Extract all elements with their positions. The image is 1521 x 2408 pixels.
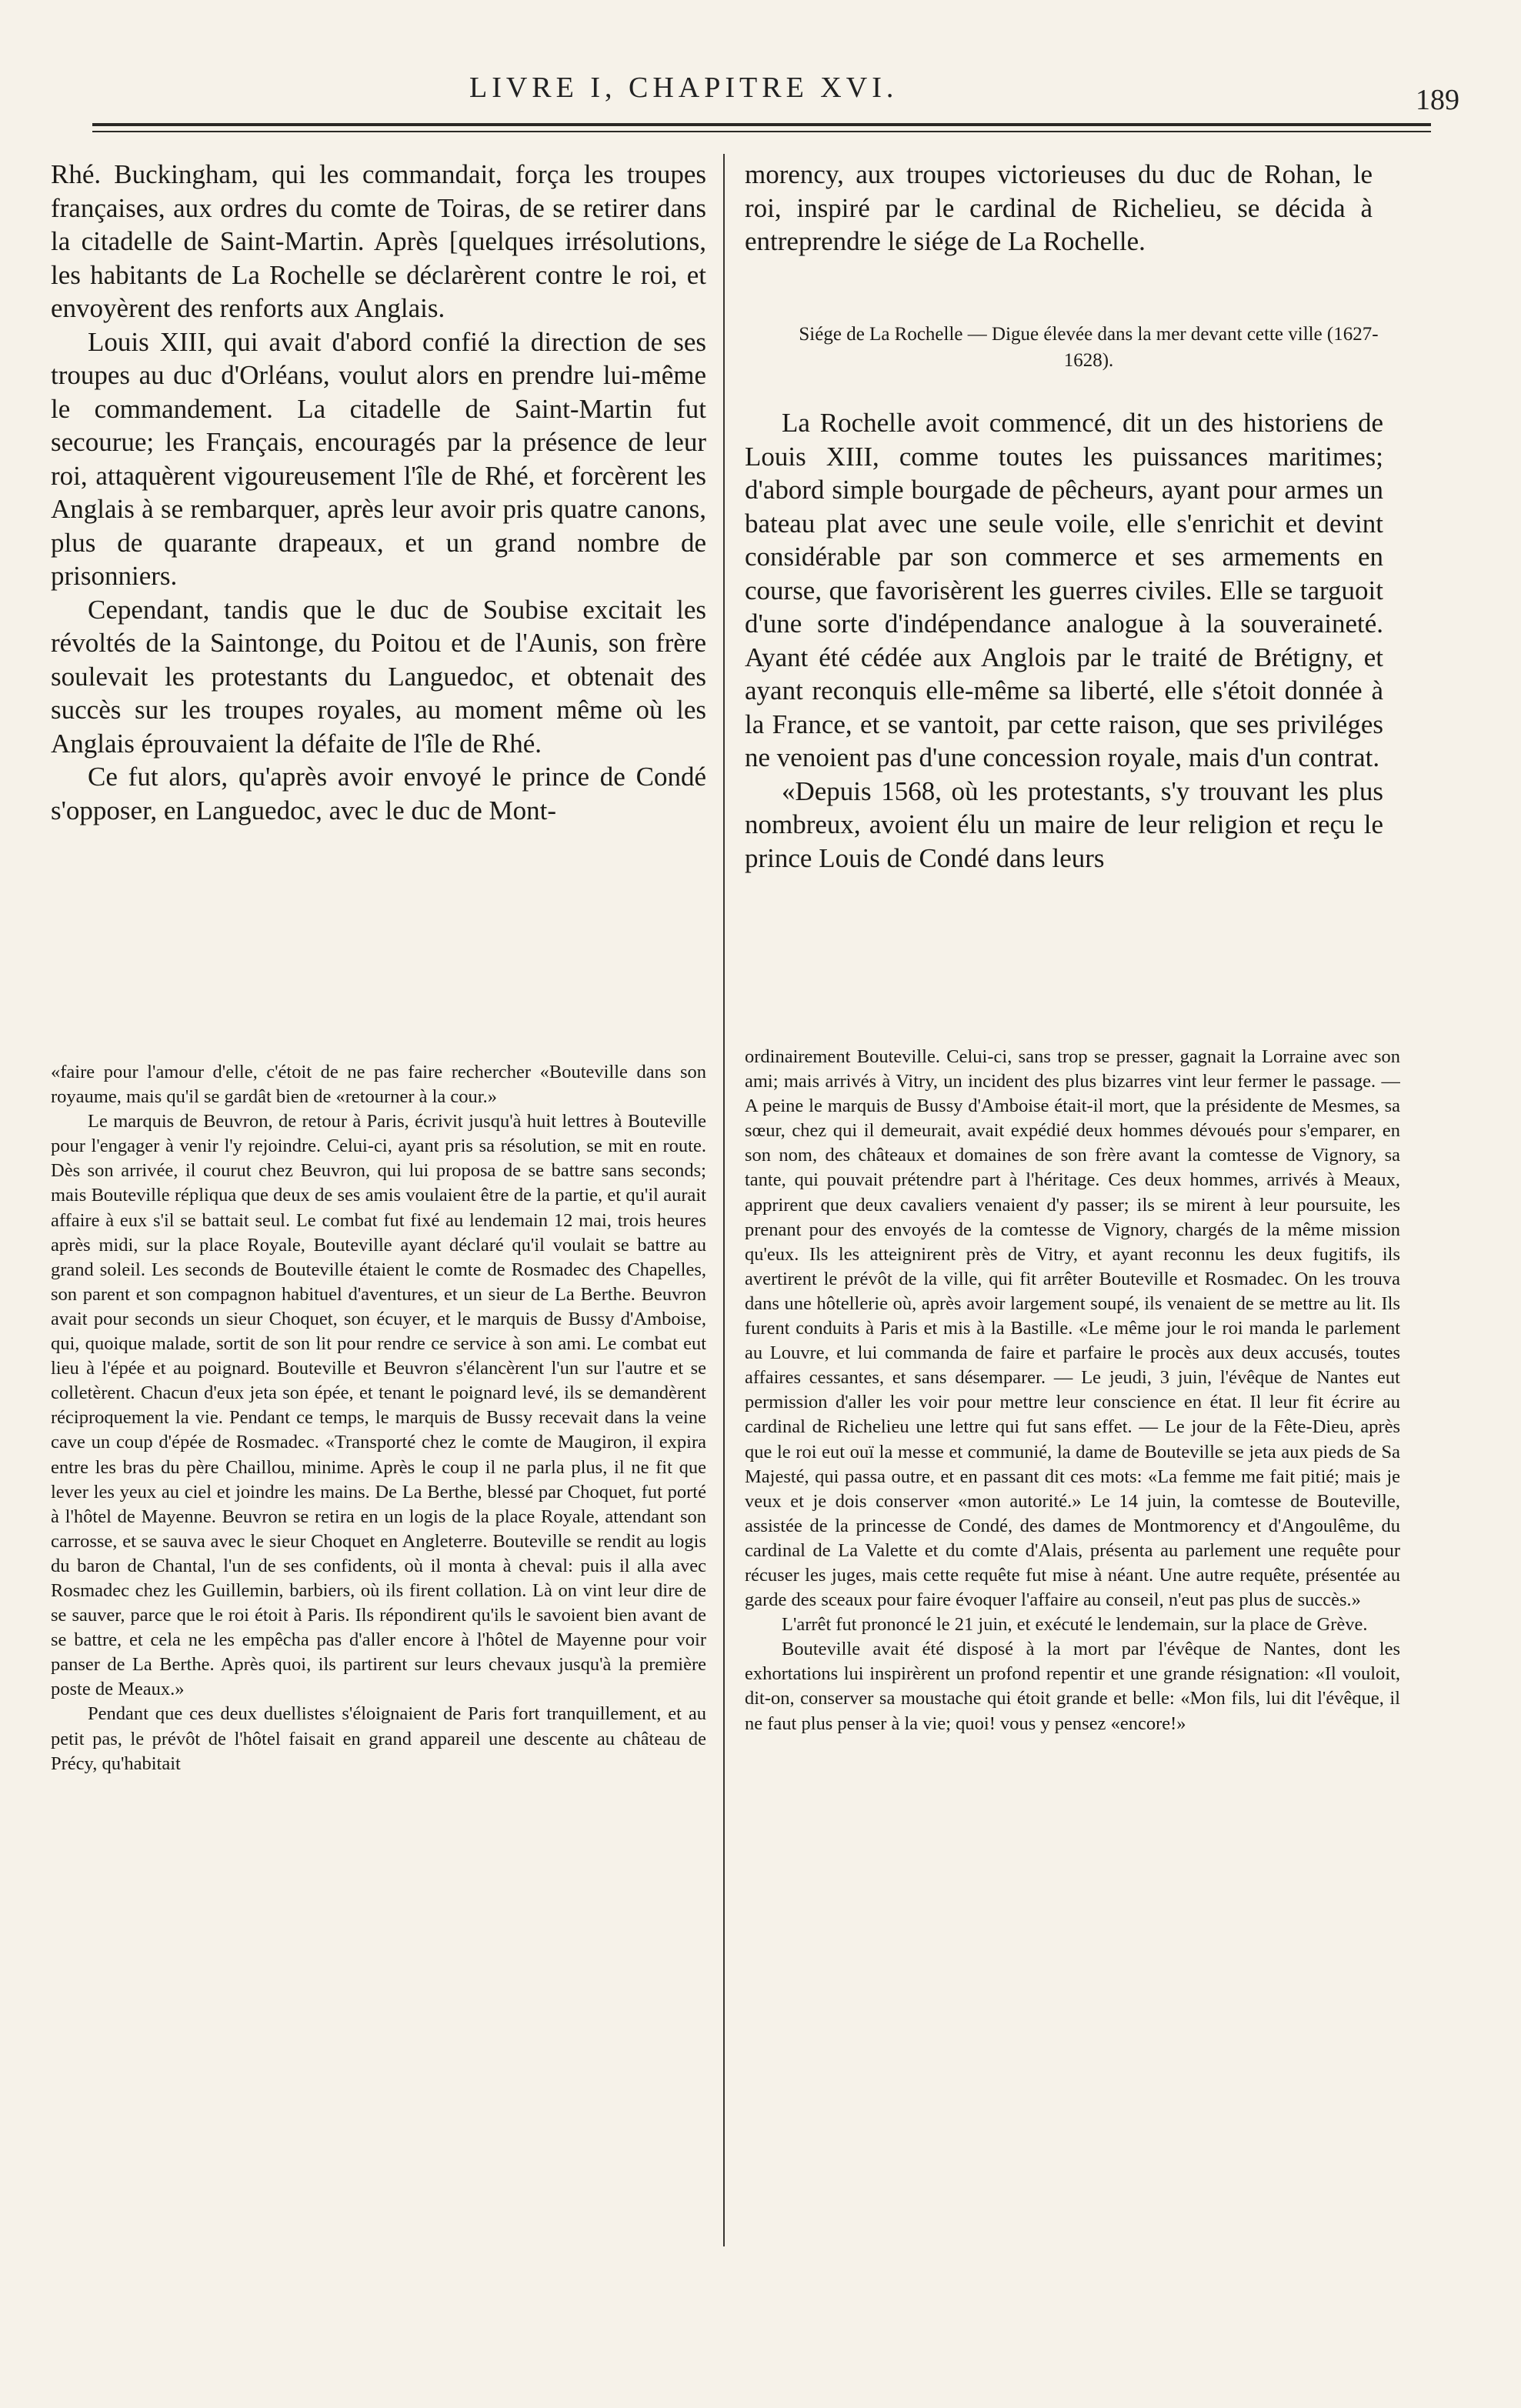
page-number: 189 [1416, 84, 1459, 116]
footnote-paragraph: Le marquis de Beuvron, de retour à Paris, écrivit jusqu'à huit lettres à Bouteville pour l'engager à venir l'y rejoindre. Celui-ci, ayant pris sa résolution, se mit en route. Dès son arrivée, il courut chez Beuvron, qui lui proposa de se battre sans seconds; mais Bouteville répliqua que deux de ses amis voulaient être de la partie, et qu'il aurait affaire à eux s'il se battait seul. Le combat fut fixé au lendemain 12 mai, trois heures après midi, sur la place Royale, Bouteville ayant déclaré qu'il voulait se battre au grand soleil. Les seconds de Bouteville étaient le comte de Rosmadec des Chapelles, son parent et son compagnon habituel d'aventures, et un sieur de La Berthe. Beuvron avait pour seconds un sieur Choquet, son écuyer, et le marquis de Bussy d'Amboise, qui, quoique malade, sortit de son lit pour rendre ce service à son ami. Le combat eut lieu à l'épée et au poignard. Bouteville et Beuvron s'élancèrent l'un sur l'autre et se colletèrent. Chacun d'eux jeta son épée, et tenant le poignard levé, ils se demandèrent réciproquement la vie. Pendant ce temps, le marquis de Bussy recevait dans la veine cave un coup d'épée de Rosmadec. «Transporté chez le comte de Maugiron, il expira entre les bras du père Chaillou, minime. Après le coup il ne parla plus, il ne fit que lever les yeux au ciel et joindre les mains. De La Berthe, blessé par Choquet, fut porté à l'hôtel de Mayenne. Beuvron se retira en un logis de la place Royale, attendant son carrosse, et se sauva avec le sieur Choquet en Angleterre. Bouteville se rendit au logis du baron de Chantal, l'un de ses confidents, où il monta à cheval: puis il alla avec Rosmadec chez les Guillemin, barbiers, où ils firent collation. Là on vint leur dire de se sauver, parce que le roi étoit à Paris. Ils répondirent qu'ils le savoient bien avant de se battre, et cela ne les empêcha pas d'aller encore à l'hôtel de Mayenne pour voir panser de La Berthe. Après quoi, ils partirent sur leurs chevaux jusqu'à la première poste de Meaux.» [51, 1111, 706, 1700]
paragraph: «Depuis 1568, où les protestants, s'y trouvant les plus nombreux, avoient élu un maire de leur religion et reçu le prince Louis de Condé dans leurs [745, 775, 1383, 873]
footnote-paragraph: «faire pour l'amour d'elle, c'étoit de ne pas faire rechercher «Bouteville dans son royaume, mais qu'il se gardât bien de «retourner à la cour.» [51, 1062, 706, 1108]
footnote-paragraph: Pendant que ces deux duellistes s'éloignaient de Paris fort tranquillement, et au petit pas, le prévôt de l'hôtel faisait en grand appareil une descente au château de Précy, qu'habitait [51, 1703, 706, 1774]
paragraph: morency, aux troupes victorieuses du duc de Rohan, le roi, inspiré par le cardinal de Richelieu, se décida à entreprendre le siége de La Rochelle. [745, 159, 1373, 256]
right-column-text [745, 158, 1373, 265]
paragraph: Cependant, tandis que le duc de Soubise excitait les révoltés de la Saintonge, du Poitou et de l'Aunis, son frère soulevait les protestants du Languedoc, et obtenait des succès sur les troupes royales, au moment même où les Anglais éprouvaient la défaite de l'île de Rhé. [51, 594, 706, 759]
paragraph: Ce fut alors, qu'après avoir envoyé le prince de Condé s'opposer, en Languedoc, avec le duc de Mont- [51, 762, 706, 825]
section-heading: Siége de La Rochelle — Digue élevée dans la mer devant cette ville (1627-1628). [799, 324, 1379, 371]
running-title: LIVRE I, CHAPITRE XVI. [469, 72, 899, 104]
header-rule [92, 123, 1431, 126]
footnote-paragraph: Bouteville avait été disposé à la mort par l'évêque de Nantes, dont les exhortations lui inspirèrent un profond repentir et une grande résignation: «Il vouloit, dit-on, conserver sa moustache qui étoit grande et belle: «Mon fils, lui dit l'évêque, il ne faut plus penser à la vie; quoi! vous y pensez «encore!» [745, 1639, 1400, 1734]
footnote-right [745, 1045, 1400, 2276]
footnote-paragraph: L'arrêt fut prononcé le 21 juin, et exécuté le lendemain, sur la place de Grève. [782, 1614, 1368, 1636]
footnote-paragraph: ordinairement Bouteville. Celui-ci, sans trop se presser, gagnait la Lorraine avec son ami; mais arrivés à Vitry, un incident des plus bizarres vint leur fermer le passage. — A peine le marquis de Bussy d'Amboise était-il mort, que la présidente de Mesmes, sa sœur, chez qui il demeurait, avait expédié deux hommes dévoués pour s'emparer, en son nom, des châteaux et domaines de son frère avant la comtesse de Vignory, sa tante, qui pouvait prétendre part à l'héritage. Ces deux hommes, arrivés à Meaux, apprirent que deux cavaliers venaient d'y passer; ils se mirent à leur poursuite, les prenant pour des envoyés de la comtesse de Vignory, chargés de la même mission qu'eux. Ils les atteignirent près de Vitry, et ayant reconnu les deux fugitifs, ils avertirent le prévôt de la ville, qui fit arrêter Bouteville et Rosmadec. On les trouva dans une hôtellerie où, après avoir largement soupé, ils venaient de se mettre au lit. Ils furent conduits à Paris et mis à la Bastille. «Le même jour le roi manda le parlement au Louvre, et lui commanda de faire et parfaire le procès aux deux accusés, toutes affaires cessantes, et sans désemparer. — Le jeudi, 3 juin, l'évêque de Nantes eut permission d'aller les voir pour mettre leur conscience en état. Il leur fit écrire au cardinal de Richelieu une lettre qui fut sans effet. — Le jour de la Fête-Dieu, après que le roi eut ouï la messe et communié, la dame de Bouteville se jeta aux pieds de Sa Majesté, qui passa outre, et en passant dit ces mots: «La femme me fait pitié; mais je veux et je dois conserver «mon autorité.» Le 14 juin, la comtesse de Bouteville, assistée de la princesse de Condé, des dames de Montmorency et d'Angoulême, du cardinal de La Valette et du comte d'Alais, présenta au parlement une requête pour récuser les juges, mais cette requête fut mise à néant. Une autre requête, présentée au garde des sceaux pour faire évoquer l'affaire au conseil, n'eut pas plus de succès.» [745, 1046, 1400, 1611]
column-separator [723, 154, 725, 2246]
footnote-left [51, 1060, 706, 2268]
paragraph: Louis XIII, qui avait d'abord confié la direction de ses troupes au duc d'Orléans, voulut alors en prendre lui-même le commandement. La citadelle de Saint-Martin fut secourue; les Français, encouragés par la présence de leur roi, attaquèrent vigoureusement l'île de Rhé, et forcèrent les Anglais à se rembarquer, après leur avoir pris quatre canons, plus de quarante drapeaux, et un grand nombre de prisonniers. [51, 326, 706, 591]
paragraph: La Rochelle avoit commencé, dit un des historiens de Louis XIII, comme toutes les puissances maritimes; d'abord simple bourgade de pêcheurs, ayant pour armes un bateau plat avec une seule voile, elle s'enrichit et devint considérable par son commerce et ses armements en course, que favorisèrent les guerres civiles. Elle se targuoit d'une sorte d'indépendance analogue à la souveraineté. Ayant été cédée aux Anglois par le traité de Brétigny, et ayant reconquis elle-même sa liberté, elle s'étoit donnée à la France, et se vantoit, par cette raison, que ses priviléges ne venoient pas d'une concession royale, mais d'un contrat. [745, 408, 1383, 772]
header-rule-thin [92, 131, 1431, 132]
left-column-text [51, 158, 706, 1031]
section-text [745, 406, 1383, 1029]
paragraph: Rhé. Buckingham, qui les commandait, força les troupes françaises, aux ordres du comte de Toiras, de se retirer dans la citadelle de Saint-Martin. Après [quelques irrésolutions, les habitants de La Rochelle se déclarèrent contre le roi, et envoyèrent des renforts aux Anglais. [51, 159, 706, 323]
